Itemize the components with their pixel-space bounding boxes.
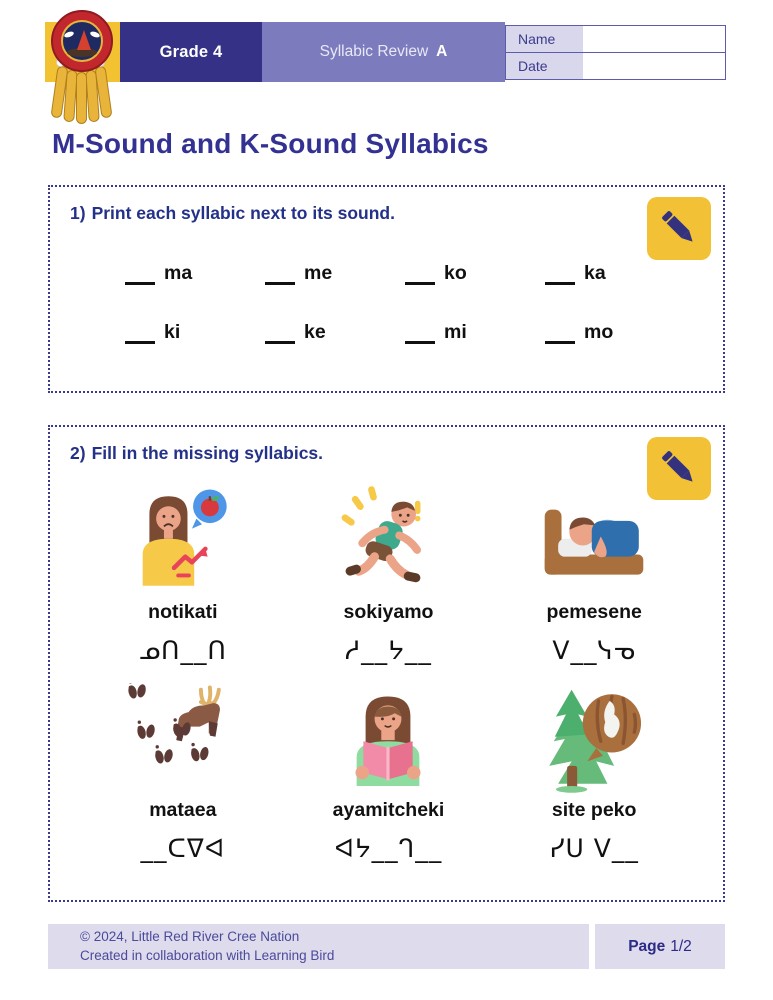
pencil-icon xyxy=(655,204,703,252)
girl-reading-book-icon xyxy=(329,683,447,795)
section-2-instruction xyxy=(70,443,323,464)
answer-blank[interactable] xyxy=(405,324,435,344)
page-number: 1/2 xyxy=(670,937,692,955)
card-mataea xyxy=(80,683,286,863)
card-word: pemesene xyxy=(546,601,642,623)
section-2-number: 2) xyxy=(70,443,86,463)
sound-item xyxy=(265,259,405,285)
sound-item xyxy=(405,318,545,344)
card-notikati xyxy=(80,485,286,665)
date-input-area[interactable] xyxy=(583,53,725,79)
person-sleeping-in-bed-icon xyxy=(535,485,653,597)
sound-item xyxy=(545,318,685,344)
worksheet-variant: A xyxy=(436,43,448,60)
crest-circle-icon xyxy=(51,10,113,72)
sound-label: mo xyxy=(584,321,614,343)
page-title: M-Sound and K-Sound Syllabics xyxy=(52,128,489,159)
page-label: Page xyxy=(628,937,666,955)
card-syllabics[interactable]: ᓯᑌ ᐯ__ xyxy=(549,834,639,863)
card-word: sokiyamo xyxy=(343,601,434,623)
card-syllabics[interactable]: ᓄᑎ__ᑎ xyxy=(138,636,227,665)
sound-label: mi xyxy=(444,321,467,343)
answer-blank[interactable] xyxy=(545,265,575,285)
sound-item xyxy=(265,318,405,344)
section-2-box xyxy=(48,425,725,902)
sound-label: ki xyxy=(164,321,181,343)
card-pemesene xyxy=(491,485,697,665)
page-indicator xyxy=(595,924,725,969)
date-row xyxy=(506,53,725,79)
footer-copyright xyxy=(48,924,589,969)
card-sokiyamo xyxy=(286,485,492,665)
copyright-line-2: Created in collaboration with Learning Bird xyxy=(80,947,335,963)
sound-item xyxy=(545,259,685,285)
date-label: Date xyxy=(506,53,583,79)
answer-blank[interactable] xyxy=(265,324,295,344)
crest-logo xyxy=(48,10,118,128)
header xyxy=(0,22,773,82)
sounds-grid xyxy=(125,259,685,344)
name-row xyxy=(506,26,725,53)
card-syllabics[interactable]: ᐊᔭ__ᒉ__ xyxy=(334,834,443,863)
deer-with-hoofprints-icon xyxy=(124,683,242,795)
sad-woman-thinking-of-apple-icon xyxy=(124,485,242,597)
cards-grid xyxy=(80,485,697,863)
copyright-line-1: © 2024, Little Red River Cree Nation xyxy=(80,929,300,945)
name-label: Name xyxy=(506,26,583,52)
card-syllabics[interactable]: __ᑕᐁᐊ xyxy=(140,834,226,863)
card-word: site peko xyxy=(551,799,637,821)
sound-item xyxy=(125,318,265,344)
card-word: ayamitcheki xyxy=(332,799,445,821)
sound-item xyxy=(125,259,265,285)
section-2-instruction-text: Fill in the missing syllabics. xyxy=(91,443,324,463)
grade-band xyxy=(120,22,262,82)
sound-label: ko xyxy=(444,262,467,284)
sound-label: ma xyxy=(164,262,193,284)
sound-item xyxy=(405,259,545,285)
answer-blank[interactable] xyxy=(545,324,575,344)
worksheet-title: Syllabic Review xyxy=(319,43,429,60)
section-1-number: 1) xyxy=(70,203,86,223)
card-ayamitcheki xyxy=(286,683,492,863)
sound-label: ka xyxy=(584,262,606,284)
pine-tree-with-sap-icon xyxy=(535,683,653,795)
card-word: mataea xyxy=(149,799,217,821)
card-syllabics[interactable]: ᐯ__ᓭᓀ xyxy=(552,636,636,665)
answer-blank[interactable] xyxy=(265,265,295,285)
pencil-tile xyxy=(647,197,711,260)
worksheet-title-band xyxy=(262,22,505,82)
card-site-peko xyxy=(491,683,697,863)
section-1-box xyxy=(48,185,725,393)
answer-blank[interactable] xyxy=(125,265,155,285)
name-input-area[interactable] xyxy=(583,26,725,52)
sound-label: me xyxy=(304,262,333,284)
card-word: notikati xyxy=(148,601,218,623)
section-1-instruction-text: Print each syllabic next to its sound. xyxy=(91,203,395,223)
answer-blank[interactable] xyxy=(125,324,155,344)
name-date-table xyxy=(505,25,726,80)
grade-label: Grade 4 xyxy=(159,42,223,61)
section-1-instruction xyxy=(70,203,395,224)
sound-label: ke xyxy=(304,321,326,343)
card-syllabics[interactable]: ᓱ__ᔭ__ xyxy=(345,636,432,665)
answer-blank[interactable] xyxy=(405,265,435,285)
running-boy-icon xyxy=(329,485,447,597)
